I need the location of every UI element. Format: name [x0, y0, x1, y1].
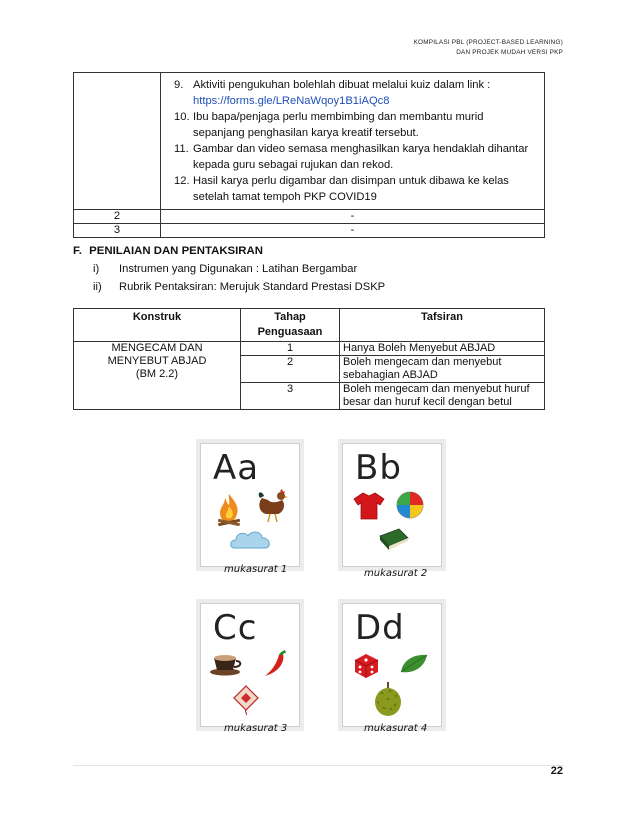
header-line-1: KOMPILASI PBL (PROJECT-BASED LEARNING): [413, 39, 563, 46]
chili-icon: [261, 648, 291, 678]
card-caption: mukasurat 4: [364, 723, 428, 734]
card-caption: mukasurat 3: [224, 723, 288, 734]
column-header: Tahap Penguasaan: [241, 309, 340, 342]
card-letters: Cc: [213, 608, 258, 648]
fire-icon: [213, 492, 245, 526]
header-line-2: DAN PROJEK MUDAH VERSI PKP: [456, 49, 563, 56]
alphabet-card: [200, 603, 300, 727]
step-text: Hasil karya perlu digambar dan disimpan untuk dibawa ke kelas setelah tamat tempoh PKP COVID19: [193, 175, 509, 203]
list-item: 12. Hasil karya perlu digambar dan disimpan untuk dibawa ke kelas setelah tamat tempoh PKP COVID19: [174, 173, 537, 205]
alphabet-card: [200, 443, 300, 567]
card-letters: Bb: [355, 448, 402, 488]
list-item: 9. Aktiviti pengukuhan bolehlah dibuat melalui kuiz dalam link : https://forms.gle/LReNaWqoy1B1iAQc8: [174, 79, 491, 107]
table-row: 3 Boleh mengecam dan menyebut huruf besar dan huruf kecil dengan betul: [74, 383, 545, 410]
table-row: [74, 73, 545, 210]
card-letters: Dd: [355, 608, 405, 648]
ball-icon: [395, 490, 425, 520]
section-heading: F. PENILAIAN DAN PENTAKSIRAN: [73, 245, 263, 257]
table-header-row: [74, 309, 545, 342]
table-row: 2 Boleh mengecam dan menyebut sebahagian ABJAD: [74, 356, 545, 383]
dice-icon: [351, 650, 381, 680]
card-caption: mukasurat 2: [364, 568, 428, 579]
card-caption: mukasurat 1: [224, 564, 288, 575]
steps-list: [162, 74, 543, 208]
cloud-icon: [229, 528, 273, 552]
rubric-table: [73, 308, 545, 410]
page-number: 22: [550, 765, 563, 777]
page-header: [414, 38, 563, 58]
durian-icon: [371, 680, 405, 718]
book-icon: [377, 526, 411, 552]
column-header: Konstruk: [74, 309, 241, 342]
list-item: 11. Gambar dan video semasa menghasilkan karya hendaklah dihantar kepada guru sebagai rujukan dan rekod.: [174, 141, 537, 173]
activity-steps-table: [73, 72, 545, 238]
kite-icon: [231, 684, 261, 716]
table-row: 2 -: [74, 210, 545, 224]
rooster-icon: [256, 488, 290, 524]
table-row: MENGECAM DAN MENYEBUT ABJAD (BM 2.2) 1 Hanya Boleh Menyebut ABJAD: [74, 342, 545, 356]
table-row: 3 -: [74, 224, 545, 238]
alphabet-card: [342, 443, 442, 567]
leaf-icon: [399, 652, 429, 676]
column-header: Tafsiran: [340, 309, 545, 342]
cup-icon: [209, 652, 245, 676]
quiz-link[interactable]: https://forms.gle/LReNaWqoy1B1iAQc8: [193, 95, 390, 107]
shirt-icon: [353, 491, 385, 521]
footer-divider: [73, 765, 563, 766]
section-subitem: i) Instrumen yang Digunakan : Latihan Bergambar: [93, 263, 358, 275]
step-text: Aktiviti pengukuhan bolehlah dibuat melalui kuiz dalam link :: [193, 79, 491, 91]
list-item: 10. Ibu bapa/penjaga perlu membimbing dan membantu murid sepanjang penghasilan karya kreatif tersebut.: [174, 109, 537, 141]
alphabet-card: [342, 603, 442, 727]
step-text: Gambar dan video semasa menghasilkan karya hendaklah dihantar kepada guru sebagai rujukan dan rekod.: [193, 143, 529, 171]
card-letters: Aa: [213, 448, 260, 488]
step-text: Ibu bapa/penjaga perlu membimbing dan membantu murid sepanjang penghasilan karya kreatif tersebut.: [193, 111, 484, 139]
section-subitem: ii) Rubrik Pentaksiran: Merujuk Standard Prestasi DSKP: [93, 281, 386, 293]
konstruk-cell: MENGECAM DAN MENYEBUT ABJAD (BM 2.2): [74, 342, 241, 410]
